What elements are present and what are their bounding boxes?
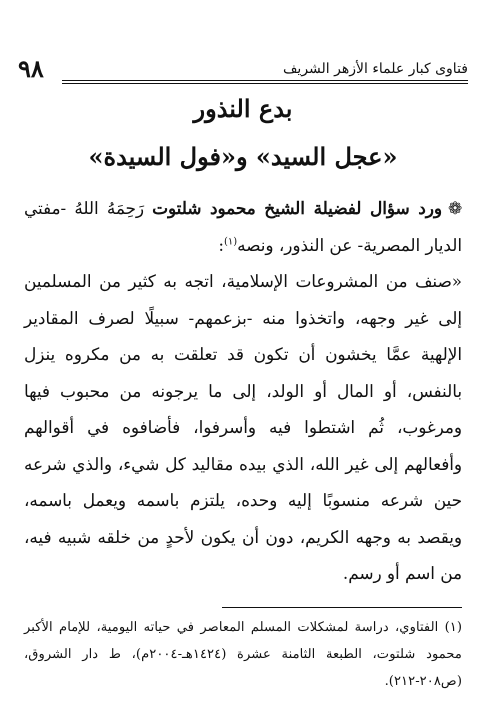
quoted-paragraph: «صنف من المشروعات الإسلامية، اتجه به كثير من المسلمين إلى غير وجهه، واتخذوا منه -بزعمهم- سبيلًا لصرف المقادير الإلهية عمَّا يخشون أن تكون قد تعلقت به من مكروه ينزل بالنفس، أو المال أو الولد، إلى ما يرجونه من محبوب فيها ومرغوب، ثُم اشتطوا فيه وأسرفوا، فأضافوه في أقوالهم وأفعالهم إلى غير الله، الذي بيده مقاليد كل شيء، والذي شرعه حين شرعه منسوبًا إليه وحده، يلتزم باسمه ويعمل باسمه، ويقصد به وجهه الكريم، دون أن يكون لأحدٍ من خلقه شبيه فيه، من اسم أو رسم. bbox=[24, 271, 462, 583]
intro-continuation: رَحِمَهُ اللهُ -مفتي الديار المصرية- عن النذور، ونصه bbox=[24, 198, 462, 255]
running-title: فتاوى كبار علماء الأزهر الشريف bbox=[282, 61, 468, 77]
flower-ornament-icon: ❁ bbox=[447, 198, 463, 218]
footnote-divider bbox=[222, 607, 462, 608]
page-number: ٩٨ bbox=[18, 54, 44, 83]
page-header bbox=[18, 54, 468, 84]
footnote bbox=[24, 614, 462, 695]
footnote-text: (١) الفتاوي، دراسة لمشكلات المسلم المعاصر في حياته اليومية، للإمام الأكبر محمود شلتوت، الطبعة الثامنة عشرة (١٤٢٤هـ-٢٠٠٤م)، ط دار الشروق، (ص٢٠٨-٢١٢). bbox=[24, 620, 462, 689]
body-text bbox=[24, 190, 462, 592]
chapter-subtitle: «عجل السيد» و«فول السيدة» bbox=[88, 142, 398, 171]
chapter-title: بدع النذور bbox=[193, 94, 293, 123]
intro-text: ورد سؤال لفضيلة الشيخ محمود شلتوت bbox=[152, 198, 442, 218]
intro-colon: : bbox=[218, 234, 224, 255]
header-rule-secondary bbox=[62, 83, 468, 84]
intro-paragraph bbox=[24, 190, 462, 263]
header-rule bbox=[62, 80, 468, 81]
footnote-marker[interactable]: (١) bbox=[223, 235, 238, 247]
